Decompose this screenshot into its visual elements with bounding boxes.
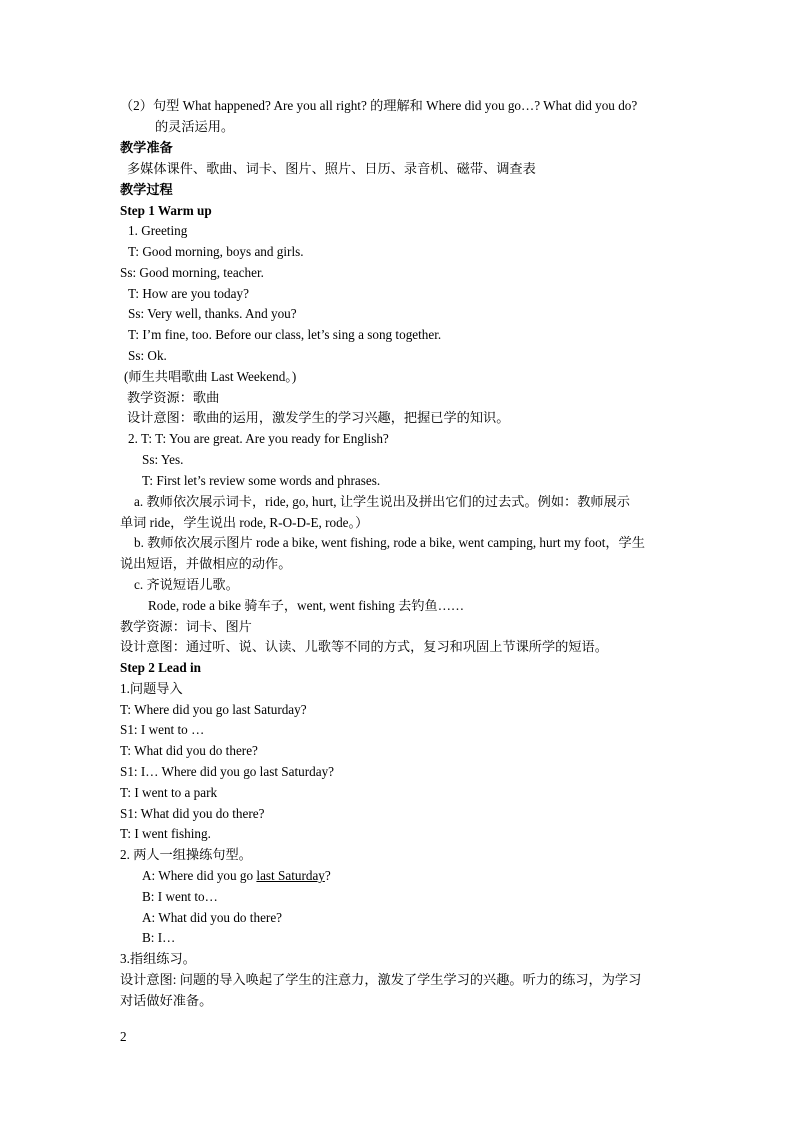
step2-group-label: 3.指组练习。 — [120, 951, 196, 966]
step2-pair-b1: B: I went to… — [142, 889, 218, 904]
step2-heading: Step 2 Lead in — [120, 660, 201, 675]
pair-a1-underlined: last Saturday — [256, 868, 325, 883]
step2-dialog-line: T: What did you do there? — [120, 743, 258, 758]
step1-dialog-line: Ss: Good morning, teacher. — [120, 265, 264, 280]
step1-resource2: 教学资源：词卡、图片 — [120, 619, 252, 634]
step2-dialog-line: T: I went to a park — [120, 785, 218, 800]
step1-dialog-line: T: Good morning, boys and girls. — [128, 244, 304, 259]
step2-dialog-line: T: I went fishing. — [120, 826, 211, 841]
step2-question-intro: 1.问题导入 — [120, 681, 183, 696]
step2-design-line2: 对话做好准备。 — [120, 993, 213, 1008]
step2-dialog-line: S1: What did you do there? — [120, 806, 265, 821]
step1-dialog-line: T: I’m fine, too. Before our class, let’s sing a song together. — [128, 327, 442, 342]
step1-heading: Step 1 Warm up — [120, 203, 212, 218]
step1-dialog-line: Ss: Ok. — [128, 348, 167, 363]
step2-dialog-line: S1: I went to … — [120, 722, 205, 737]
step2-dialog-line: T: Where did you go last Saturday? — [120, 702, 307, 717]
step1-greeting-label: 1. Greeting — [128, 223, 188, 238]
step1-a-line2: 单词 ride，学生说出 rode, R-O-D-E, rode。） — [120, 515, 369, 530]
step1-song-note: (师生共唱歌曲 Last Weekend。) — [124, 369, 297, 384]
step1-design: 设计意图：歌曲的运用，激发学生的学习兴趣，把握已学的知识。 — [127, 410, 510, 425]
step2-pair-label: 2. 两人一组操练句型。 — [120, 847, 252, 862]
step2-dialog-line: S1: I… Where did you go last Saturday? — [120, 764, 335, 779]
step1-a-line1: a. 教师依次展示词卡，ride, go, hurt, 让学生说出及拼出它们的过去式。例如：教师展示 — [134, 494, 630, 509]
pair-a1-prefix: A: Where did you go — [142, 868, 257, 883]
step2-pair-a2: A: What did you do there? — [142, 910, 283, 925]
step1-b-line2: 说出短语，并做相应的动作。 — [120, 556, 292, 571]
step1-resource: 教学资源：歌曲 — [127, 390, 220, 405]
step2-pair-b2: B: I… — [142, 930, 176, 945]
process-heading: 教学过程 — [120, 182, 173, 197]
step1-c-line: c. 齐说短语儿歌。 — [134, 577, 239, 592]
page-number: 2 — [120, 1029, 127, 1044]
objective-item2-line1: （2）句型 What happened? Are you all right? 的理解和 Where did you go…? What did you do? — [120, 98, 638, 113]
step2-pair-a1 — [142, 867, 331, 885]
step1-chant: Rode, rode a bike 骑车子，went, went fishing 去钓鱼…… — [148, 598, 465, 613]
prep-heading: 教学准备 — [120, 140, 173, 155]
step1-item2: 2. T: T: You are great. Are you ready for English? — [128, 431, 389, 446]
step2-design-line1: 设计意图: 问题的导入唤起了学生的注意力，激发了学生学习的兴趣。听力的练习，为学习 — [120, 972, 642, 987]
step1-item2-ss: Ss: Yes. — [142, 452, 184, 467]
objective-item2-line2: 的灵活运用。 — [155, 119, 235, 134]
prep-items: 多媒体课件、歌曲、词卡、图片、照片、日历、录音机、磁带、调查表 — [127, 161, 536, 176]
step1-design2: 设计意图：通过听、说、认读、儿歌等不同的方式，复习和巩固上节课所学的短语。 — [120, 639, 608, 654]
step1-dialog-line: Ss: Very well, thanks. And you? — [128, 306, 297, 321]
pair-a1-suffix: ? — [324, 868, 331, 883]
step1-dialog-line: T: How are you today? — [128, 286, 249, 301]
step1-item2-t: T: First let’s review some words and phrases. — [142, 473, 381, 488]
step1-b-line1: b. 教师依次展示图片 rode a bike, went fishing, rode a bike, went camping, hurt my foot，学生 — [134, 535, 645, 550]
